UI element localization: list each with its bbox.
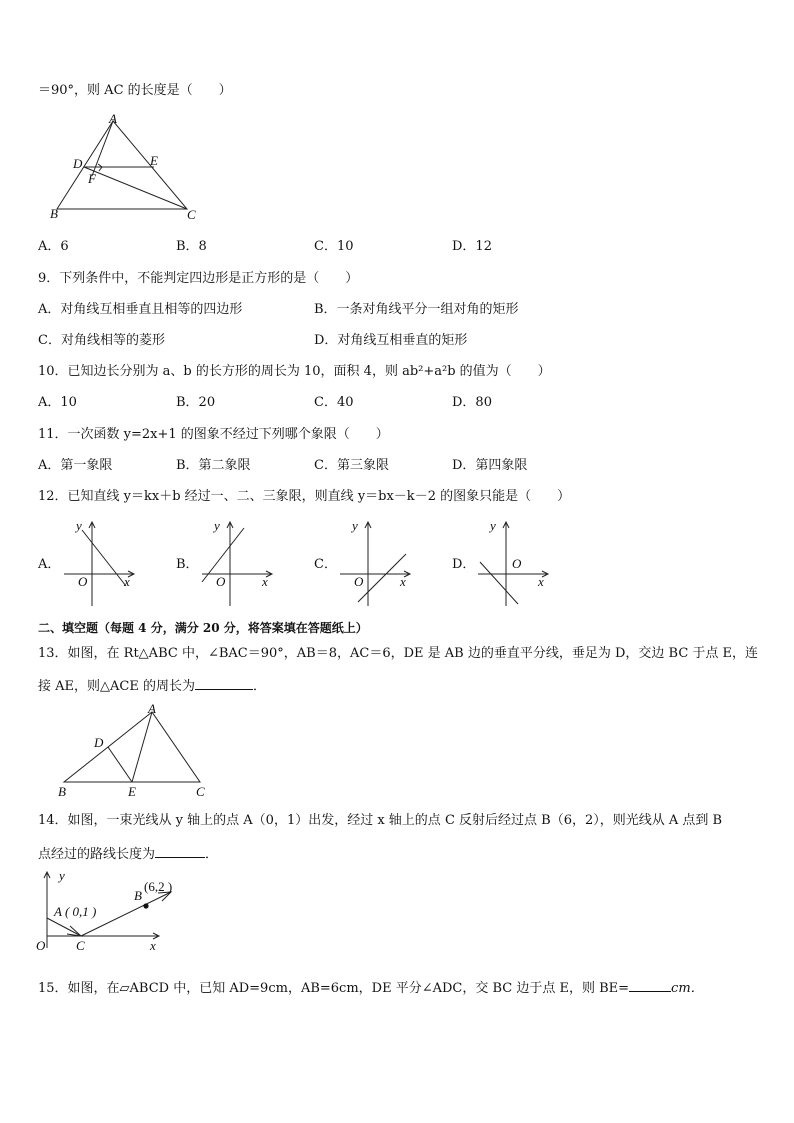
q11-option-a: A．第一象限 <box>38 458 113 473</box>
q12-graph-b <box>198 516 278 608</box>
q12-d-x-label: x <box>538 574 544 589</box>
q12-graph-d <box>474 516 554 608</box>
q12-a-x-label: x <box>124 574 130 589</box>
q12-option-a-letter: A． <box>38 557 61 572</box>
q15-answer-blank[interactable] <box>629 979 671 992</box>
q14-x-label: x <box>150 938 156 953</box>
q12-d-y-label: y <box>490 518 496 533</box>
q14-b-coord: (6,2 ) <box>144 879 173 894</box>
q13-label-a: A <box>148 701 156 716</box>
q14-line-2-end: ． <box>205 847 219 862</box>
q13-label-c: C <box>196 784 205 799</box>
q12-option-d-letter: D． <box>452 557 476 572</box>
q10-option-a: A．10 <box>38 395 77 410</box>
q12-c-origin-label: O <box>354 574 364 589</box>
q14-point-b <box>143 903 148 908</box>
q11-option-b: B．第二象限 <box>176 458 251 473</box>
q8-label-c: C <box>187 207 196 222</box>
q14-line-2-text: 点经过的路线长度为 <box>38 847 156 862</box>
q9-option-b: B．一条对角线平分一组对角的矩形 <box>314 302 519 317</box>
q13-answer-blank[interactable] <box>195 677 253 690</box>
q13-line-2 <box>38 677 266 695</box>
q12-a-y-label: y <box>76 518 82 533</box>
q14-answer-blank[interactable] <box>155 845 205 858</box>
q12-b-x-label: x <box>262 574 268 589</box>
q14-c-label: C <box>76 938 85 953</box>
q8-label-e: E <box>150 153 158 168</box>
q14-line-1: 14．如图，一束光线从 y 轴上的点 A（0，1）出发，经过 x 轴上的点 C 反射后经过点 B（6，2），则光线从 A 点到 B <box>38 813 723 828</box>
q8-option-b: B．8 <box>176 239 207 254</box>
q9-option-d: D．对角线互相垂直的矩形 <box>314 333 468 348</box>
q14-b-label: B <box>134 888 142 903</box>
q9-option-c: C．对角线相等的菱形 <box>38 333 165 348</box>
q11-stem: 11．一次函数 y=2x+1 的图象不经过下列哪个象限（ ） <box>38 427 389 442</box>
q12-a-origin-label: O <box>78 574 88 589</box>
q14-origin-label: O <box>36 938 46 953</box>
q11-option-d: D．第四象限 <box>452 458 528 473</box>
section-2-title: 二、填空题（每题 4 分，满分 20 分，将答案填在答题纸上） <box>38 621 368 635</box>
q8-figure <box>40 110 220 225</box>
q10-stem: 10．已知边长分别为 a、b 的长方形的周长为 10，面积 4，则 ab²+a²b 的值为（ ） <box>38 364 551 379</box>
q13-figure <box>52 700 222 800</box>
q15-text: 15．如图，在▱ABCD 中，已知 AD=9cm，AB=6cm，DE 平分∠ADC，交 BC 边于点 E，则 BE= <box>38 981 630 996</box>
q12-c-y-label: y <box>352 518 358 533</box>
q9-stem: 9．下列条件中，不能判定四边形是正方形的是（ ） <box>38 271 359 286</box>
q9-option-a: A．对角线互相垂直且相等的四边形 <box>38 302 243 317</box>
q8-label-a: A <box>109 111 117 126</box>
q13-line-2-end: ． <box>252 679 266 694</box>
q10-option-d: D．80 <box>452 395 492 410</box>
q12-graph-a <box>60 516 140 608</box>
q8-label-d: D <box>73 156 83 171</box>
q15-line <box>38 979 704 997</box>
q10-option-c: C．40 <box>314 395 354 410</box>
q13-label-d: D <box>94 735 104 750</box>
q8-label-b: B <box>50 206 58 221</box>
q12-b-y-label: y <box>214 518 220 533</box>
q12-graph-c <box>336 516 416 608</box>
q13-line-2-text: 接 AE，则△ACE 的周长为 <box>38 679 195 694</box>
q13-line-1: 13．如图，在 Rt△ABC 中，∠BAC＝90°，AB＝8，AC＝6，DE 是 AB 边的垂直平分线，垂足为 D，交边 BC 于点 E，连 <box>38 646 759 661</box>
q8-label-f: F <box>88 171 96 186</box>
q14-a-label: A ( 0,1 ) <box>54 904 97 919</box>
q14-line-2 <box>38 845 218 863</box>
q12-b-origin-label: O <box>216 574 226 589</box>
q8-option-d: D．12 <box>452 239 492 254</box>
q13-label-b: B <box>58 784 66 799</box>
q14-figure <box>34 868 194 958</box>
q12-option-b-letter: B． <box>176 557 199 572</box>
q12-stem: 12．已知直线 y＝kx＋b 经过一、二、三象限，则直线 y＝bx－k－2 的图象只能是（ ） <box>38 489 571 504</box>
q14-y-label: y <box>59 868 65 883</box>
q8-option-c: C．10 <box>314 239 354 254</box>
q15-unit: cm． <box>671 981 704 996</box>
q8-option-a: A．6 <box>38 239 69 254</box>
q13-label-e: E <box>128 784 136 799</box>
q11-option-c: C．第三象限 <box>314 458 389 473</box>
q12-c-x-label: x <box>400 574 406 589</box>
q10-option-b: B．20 <box>176 395 216 410</box>
q8-stem-tail: ＝90°，则 AC 的长度是（ ） <box>38 83 232 98</box>
q12-d-origin-label: O <box>512 556 522 571</box>
q12-option-c-letter: C． <box>314 557 337 572</box>
